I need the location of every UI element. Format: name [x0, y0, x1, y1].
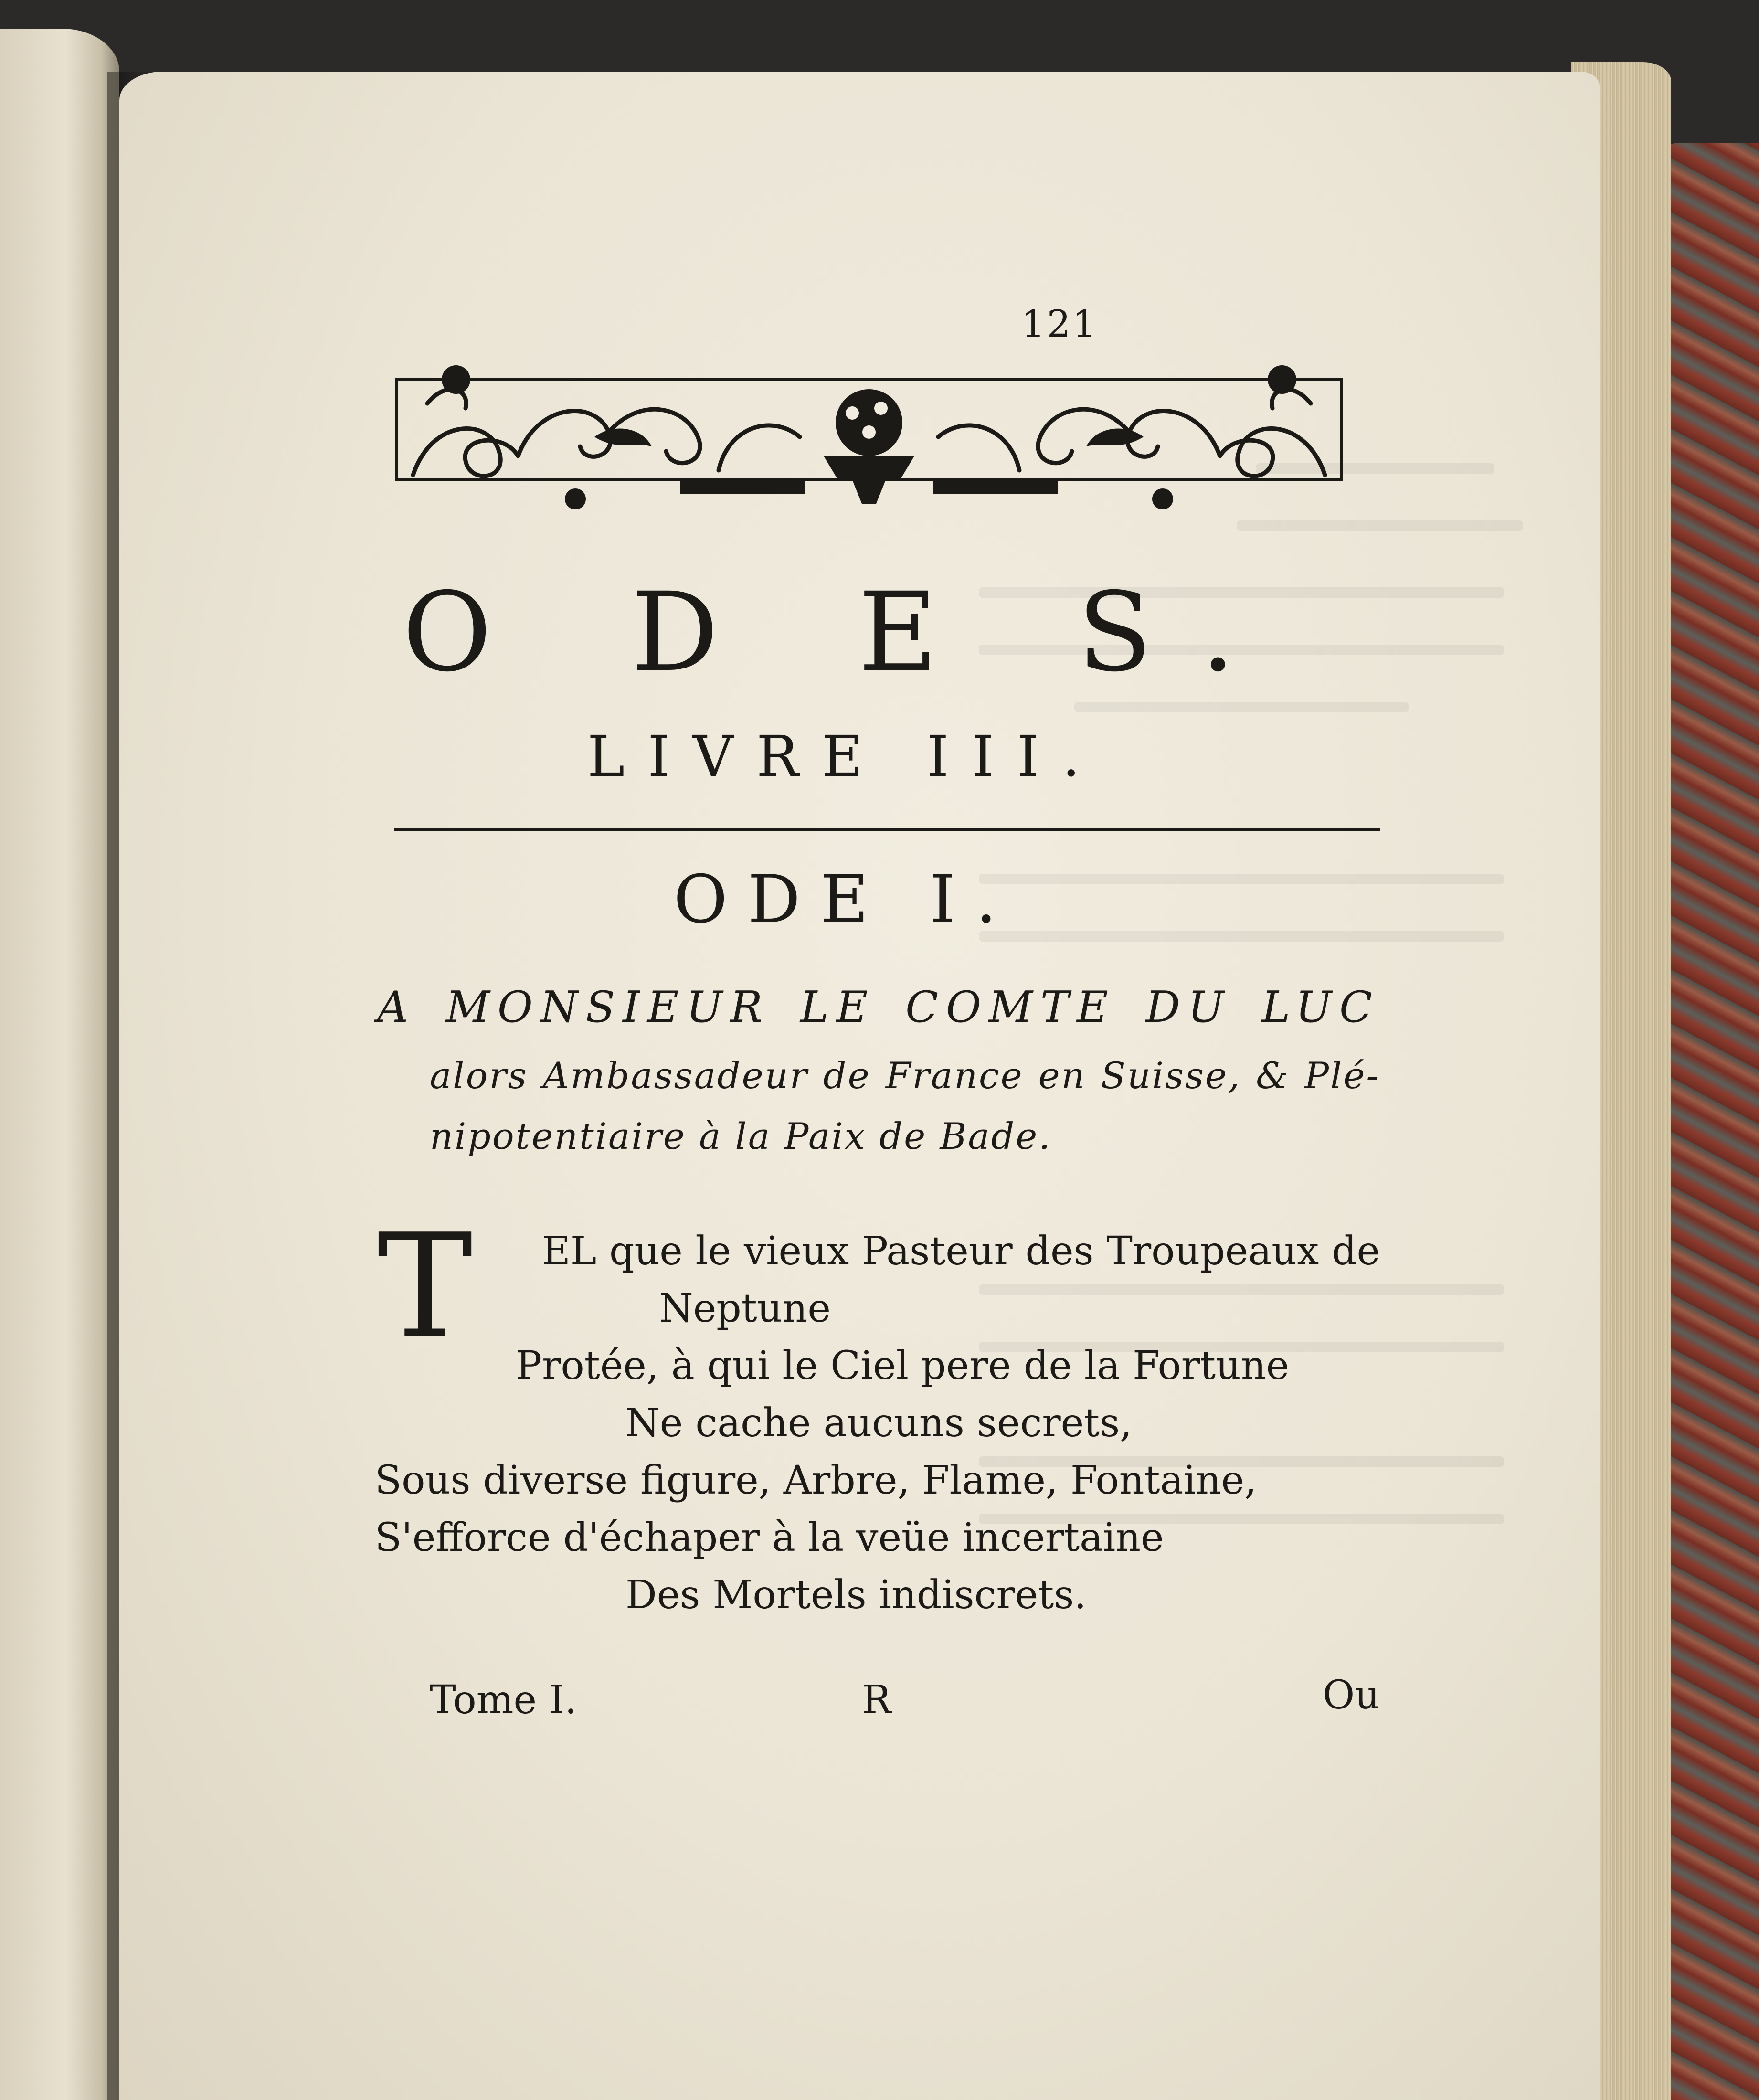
main-title: O D E S.: [402, 569, 1288, 696]
verse-line: Ne cache aucuns secrets,: [625, 1400, 1133, 1446]
book-subtitle: LIVRE III.: [587, 723, 1103, 789]
left-page-edge: [0, 29, 119, 2100]
ode-heading: ODE I.: [673, 861, 1017, 938]
verse-line: S'efforce d'échaper à la veüe incertaine: [375, 1515, 1164, 1560]
horizontal-rule: [394, 828, 1380, 831]
verse-line: Sous diverse figure, Arbre, Flame, Fontaine,: [375, 1458, 1257, 1503]
dedication-line-3: nipotentiaire à la Paix de Bade.: [430, 1115, 1052, 1157]
drop-cap: T: [377, 1203, 473, 1370]
footer-catchword: Ou: [1323, 1673, 1380, 1718]
verse-line: Des Mortels indiscrets.: [625, 1572, 1087, 1618]
verse-line: Neptune: [659, 1286, 831, 1331]
ornament-headpiece-icon: [394, 361, 1344, 518]
dedication-line-1: A MONSIEUR LE COMTE DU LUC: [377, 982, 1380, 1032]
dedication-line-2: alors Ambassadeur de France en Suisse, & Plé-: [430, 1054, 1380, 1097]
marbled-cover: [1662, 143, 1759, 2100]
page-number: 121: [1021, 303, 1098, 346]
verse-line: EL que le vieux Pasteur des Troupeaux de: [542, 1229, 1380, 1274]
footer-signature-mark: R: [862, 1677, 891, 1723]
verse-line: Protée, à qui le Ciel pere de la Fortune: [516, 1343, 1290, 1389]
footer-volume: Tome I.: [430, 1677, 577, 1723]
right-page: [119, 72, 1600, 2100]
